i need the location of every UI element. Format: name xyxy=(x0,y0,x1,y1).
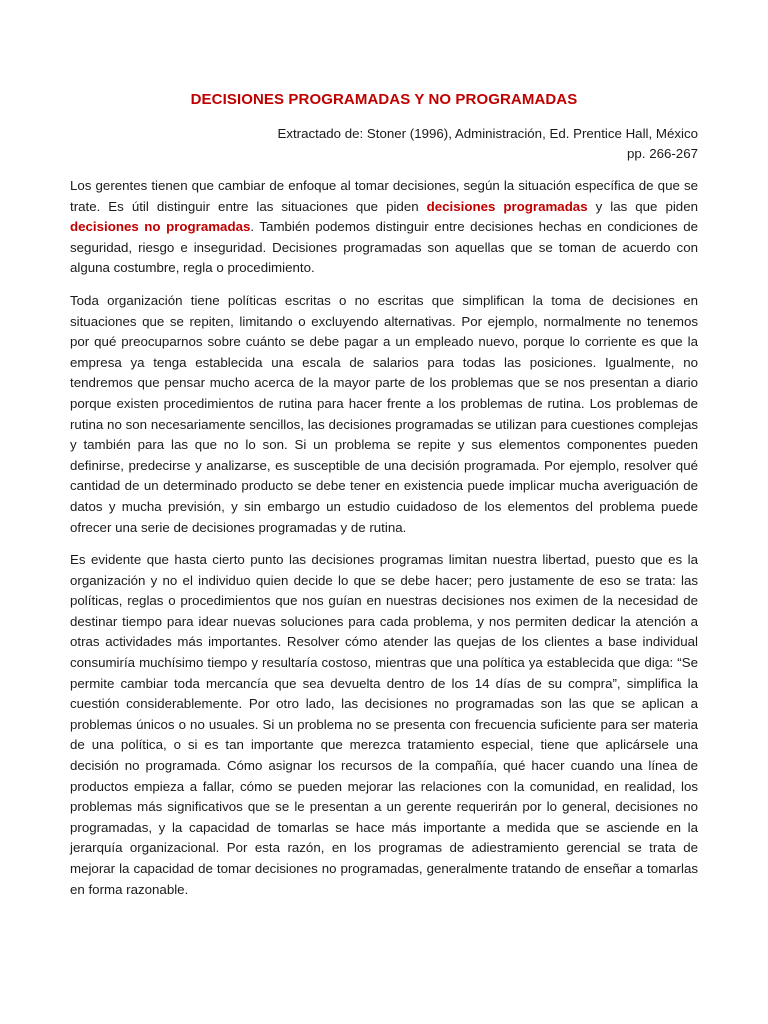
source-citation xyxy=(98,124,698,163)
document-body xyxy=(70,176,698,912)
paragraph-1 xyxy=(70,176,698,279)
paragraph-3: Es evidente que hasta cierto punto las decisiones programas limitan nuestra libertad, puesto que es la organización y no el individuo quien decide lo que se debe hacer; pero justamente de eso se trata: las políticas, reglas o procedimientos que nos guían en nuestras decisiones nos eximen de la necesidad de destinar tiempo para idear nuevas soluciones para cada problema, y nos permiten dedicar la atención a otras actividades más importantes. Resolver cómo atender las quejas de los clientes a base individual consumiría muchísimo tiempo y resultaría costoso, mientras que una política ya establecida que diga: “Se permite cambiar toda mercancía que sea devuelta dentro de los 14 días de su compra”, simplifica la cuestión considerablemente. Por otro lado, las decisiones no programadas son las que se aplican a problemas únicos o no usuales. Si un problema no se presenta con frecuencia suficiente para ser materia de una política, o si es tan importante que merezca tratamiento especial, tiene que aplicársele una decisión no programada. Cómo asignar los recursos de la compañía, qué hacer cuando una línea de productos empieza a fallar, cómo se pueden mejorar las relaciones con la comunidad, en realidad, los problemas más significativos que se le presentan a un gerente requerirán por lo general, decisiones no programadas, y la capacidad de tomarlas se hace más importante a medida que se asciende en la jerarquía organizacional. Por esta razón, en los programas de adiestramiento gerencial se trata de mejorar la capacidad de tomar decisiones no programadas, generalmente tratando de enseñar a tomarlas en forma razonable. xyxy=(70,552,698,897)
document-title: DECISIONES PROGRAMADAS Y NO PROGRAMADAS xyxy=(190,91,578,108)
source-line-2: pp. 266-267 xyxy=(627,145,698,161)
paragraph-2: Toda organización tiene políticas escritas o no escritas que simplifican la toma de decisiones en situaciones que se repiten, limitando o excluyendo alternativas. Por ejemplo, normalmente no tenemos por qué preocuparnos sobre cuánto se debe pagar a un empleado nuevo, porque lo corriente es que la empresa ya tenga establecida una escala de salarios para todas las posiciones. Igualmente, no tendremos que pensar mucho acerca de la mayor parte de los problemas que se nos presentan a diario porque existen procedimientos de rutina para hacer frente a los problemas de rutina. Los problemas de rutina no son necesariamente sencillos, las decisiones programadas se utilizan para cuestiones complejas y también para las que no lo son. Si un problema se repite y sus elementos componentes pueden definirse, predecirse y analizarse, es susceptible de una decisión programada. Por ejemplo, resolver qué cantidad de un determinado producto se debe tener en existencia puede implicar mucha averiguación de datos y mucha previsión, y sin embargo un estudio cuidadoso de los elementos del problema puede ofrecer una serie de decisiones programadas y de rutina. xyxy=(70,292,698,535)
paragraph-1-text-a: Los gerentes tienen que cambiar de enfoque al tomar decisiones, según la situación específica de que se trate. Es útil distinguir entre las situaciones que piden xyxy=(70,178,698,214)
highlight-programmed-decisions: decisiones programadas xyxy=(426,198,588,214)
paragraph-1-text-b: y las que piden xyxy=(587,198,698,214)
highlight-non-programmed-decisions: decisiones no programadas xyxy=(70,219,251,235)
source-line-1: Extractado de: Stoner (1996), Administración, Ed. Prentice Hall, México xyxy=(277,126,698,141)
paragraph-1-text-c: . También podemos distinguir entre decisiones hechas en condiciones de seguridad, riesgo e inseguridad. Decisiones programadas son aquellas que se toman de acuerdo con alguna costumbre, regla o procedimiento. xyxy=(70,219,698,276)
